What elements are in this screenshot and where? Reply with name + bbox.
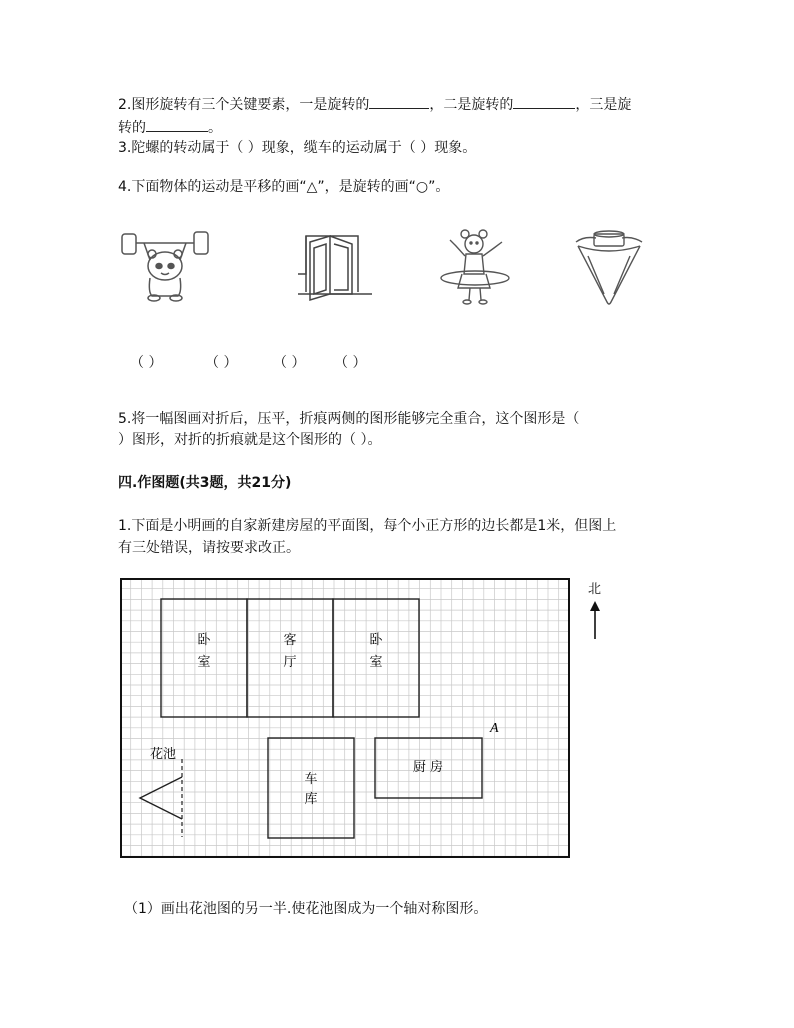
q2-text-a: 2.图形旋转有三个关键要素，一是旋转的	[118, 97, 370, 113]
flower-bed-label: 花池	[150, 747, 177, 762]
point-a-label: A	[490, 721, 499, 736]
q3-text: 3.陀螺的转动属于（ ）现象，缆车的运动属于（ ）现象。	[118, 140, 477, 156]
answer-paren-1[interactable]: （ ）	[130, 355, 163, 371]
garage-room	[268, 738, 354, 838]
q5-line2: ）图形，对折的折痕就是这个图形的（ ）。	[118, 432, 382, 448]
weightlifter-panda-icon	[118, 226, 214, 304]
grid-lines	[121, 579, 569, 857]
bedroom-right-label-1: 卧	[369, 633, 383, 648]
kitchen-room	[375, 738, 482, 798]
q4-text: 4.下面物体的运动是平移的画“△”，是旋转的画“○”。	[118, 179, 450, 195]
garage-label-1: 车	[304, 772, 318, 787]
q2-text-b: ，二是旋转的	[429, 97, 514, 113]
bedroom-right-label-2: 室	[369, 655, 383, 670]
p1-sub1: （1）画出花池图的另一半.使花池图成为一个轴对称图形。	[124, 901, 488, 917]
bedroom-left-room	[161, 599, 247, 717]
floor-plan-grid	[120, 578, 572, 860]
living-room-label-1: 客	[283, 633, 297, 648]
q2-text-e: 。	[208, 120, 222, 136]
living-room	[247, 599, 333, 717]
living-room-label-2: 厅	[283, 655, 297, 670]
bedroom-right-room	[333, 599, 419, 717]
bedroom-left-label-1: 卧	[197, 633, 211, 648]
q2-line2	[118, 117, 222, 137]
q2-blank-1[interactable]	[369, 94, 429, 109]
garage-label-2: 库	[304, 792, 318, 807]
p1-line2: 有三处错误，请按要求改正。	[118, 540, 300, 556]
north-label: 北	[588, 582, 602, 597]
q2-line1	[118, 94, 631, 114]
kitchen-label: 厨 房	[412, 760, 444, 775]
q2-blank-2[interactable]	[513, 94, 575, 109]
bedroom-left-label-2: 室	[197, 655, 211, 670]
answer-paren-2[interactable]: （ ）	[205, 355, 238, 371]
revolving-door-icon	[296, 232, 374, 306]
q2-text-c: ，三是旋	[575, 97, 632, 113]
hula-hoop-girl-icon	[436, 226, 516, 308]
answer-paren-3[interactable]: （ ）	[273, 355, 306, 371]
north-arrow-icon	[588, 601, 602, 641]
q5-line1: 5.将一幅图画对折后，压平，折痕两侧的图形能够完全重合，这个图形是（	[118, 411, 580, 427]
q2-text-d: 转的	[118, 120, 146, 136]
p1-line1: 1.下面是小明画的自家新建房屋的平面图，每个小正方形的边长都是1米，但图上	[118, 518, 617, 534]
spinning-top-icon	[574, 226, 644, 310]
answer-paren-4[interactable]: （ ）	[334, 355, 367, 371]
section-heading: 四.作图题(共3题，共21分)	[118, 475, 292, 491]
q2-blank-3[interactable]	[146, 117, 208, 132]
